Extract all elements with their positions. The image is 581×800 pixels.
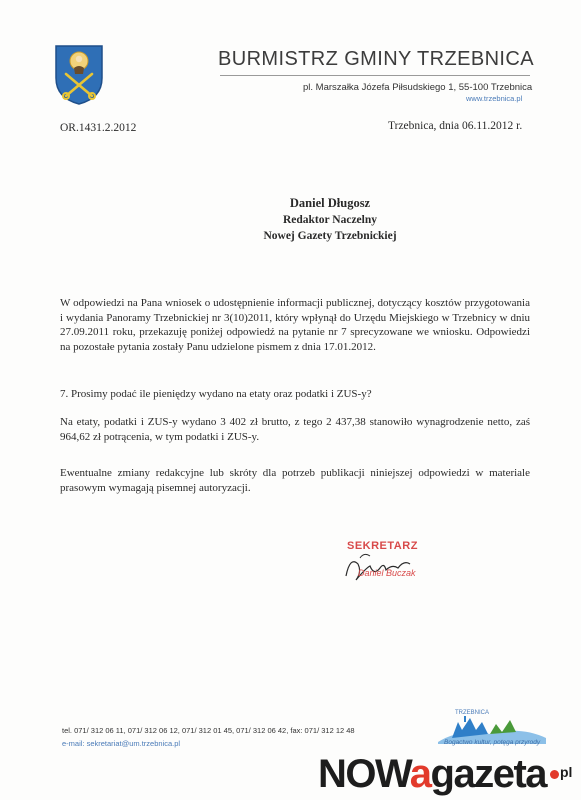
signer-name: Daniel Buczak xyxy=(358,568,416,578)
issuer-title: BURMISTRZ GMINY TRZEBNICA xyxy=(218,48,534,70)
issuer-address: pl. Marszałka Józefa Piłsudskiego 1, 55-100 Trzebnica xyxy=(303,82,533,93)
recipient-title: Redaktor Naczelny xyxy=(282,214,377,226)
recipient-block xyxy=(230,194,430,244)
watermark-suffix: pl xyxy=(560,764,573,780)
footer-logo-title: TRZEBNICA xyxy=(455,710,490,716)
nowagazeta-watermark xyxy=(318,752,546,796)
intro-paragraph: W odpowiedzi na Pana wniosek o udostępnienie informacji publicznej, dotyczący kosztów przygotowania i wydania Panoramy Trzebnickiej nr 3(10)2011, który wpłynął do Urzędu Miejskiego w Trzebnicy w dniu 27.09.2011 roku, przekazuję poniżej odpowiedź na pytanie nr 7 sprecyzowane we wniosku. Odpowiedzi na pozostałe pytania zostały Panu udzielone pismem z dnia 17.01.2012. xyxy=(60,297,530,353)
recipient-organization: Nowej Gazety Trzebnickiej xyxy=(263,230,397,242)
authorization-paragraph: Ewentualne zmiany redakcyjne lub skróty dla potrzeb publikacji niniejszej odpowiedzi w materiale prasowym wymagają pisemnej autoryzacji. xyxy=(60,467,530,494)
header-divider xyxy=(220,75,530,76)
watermark-part3: gazeta xyxy=(430,752,547,796)
watermark-part2: a xyxy=(409,752,431,796)
watermark-dot-icon xyxy=(550,770,559,779)
reference-number: OR.1431.2.2012 xyxy=(60,122,137,134)
handwritten-signature xyxy=(340,546,420,586)
coat-of-arms-icon xyxy=(54,44,104,106)
answer-paragraph: Na etaty, podatki i ZUS-y wydano 3 402 zł brutto, z tego 2 437,38 stanowiło wynagrodzenie netto, zaś 964,62 zł potrącenia, w tym podatki i ZUS-y. xyxy=(60,416,530,443)
footer-phones: tel. 071/ 312 06 11, 071/ 312 06 12, 071/ 312 01 45, 071/ 312 06 42, fax: 071/ 312 12 48 xyxy=(62,726,355,735)
footer-logo-slogan: Bogactwo kultur, potęga przyrody xyxy=(444,739,541,746)
recipient-name: Daniel Długosz xyxy=(289,196,371,210)
letter-date: Trzebnica, dnia 06.11.2012 r. xyxy=(388,120,523,132)
signature-stamp-title: SEKRETARZ xyxy=(347,540,418,552)
watermark-part1: NOW xyxy=(318,752,410,796)
question-paragraph: 7. Prosimy podać ile pieniędzy wydano na etaty oraz podatki i ZUS-y? xyxy=(60,388,372,400)
issuer-website-link[interactable]: www.trzebnica.pl xyxy=(466,94,523,103)
footer-email-link[interactable]: e-mail: sekretariat@um.trzebnica.pl xyxy=(62,739,181,748)
